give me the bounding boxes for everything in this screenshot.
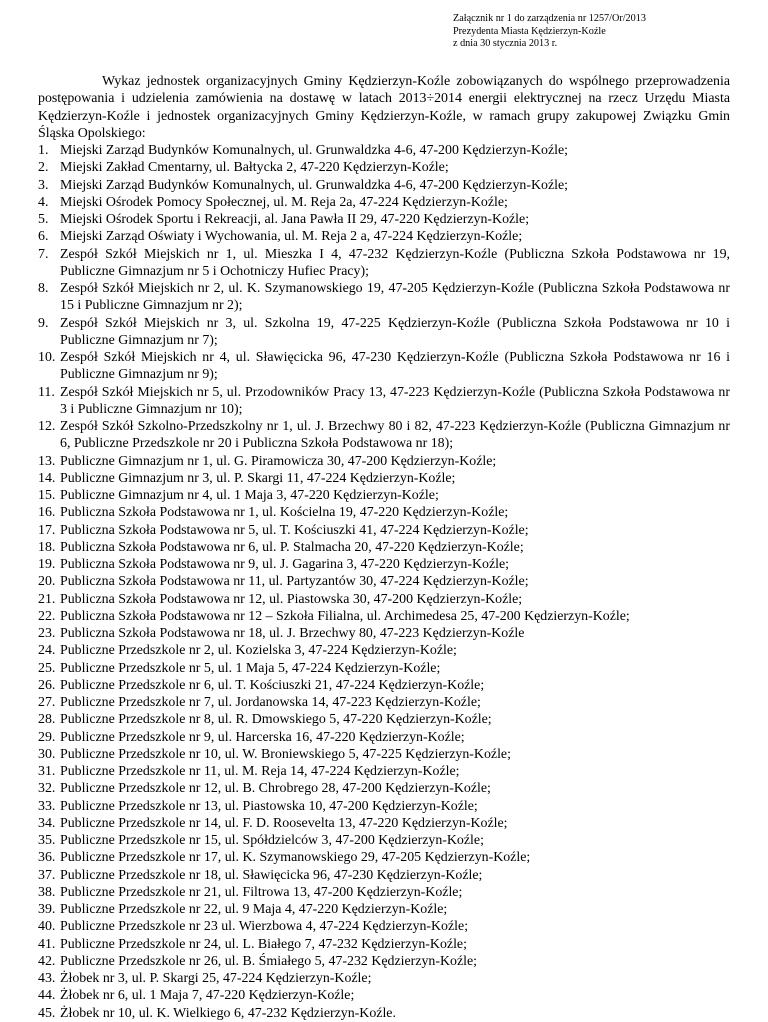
list-item-text: Miejski Zarząd Budynków Komunalnych, ul. Grunwaldzka 4-6, 47-200 Kędzierzyn-Koźle; [60,143,569,158]
list-item-number: 30. [38,746,56,762]
list-item-number: 26. [38,677,56,693]
list-item-number: 17. [38,522,56,538]
list-item-number: 19. [38,557,56,572]
list-item [38,798,730,815]
list-item [38,504,730,521]
list-item-text: Publiczna Szkoła Podstawowa nr 12, ul. Piastowska 30, 47-200 Kędzierzyn-Koźle; [60,591,523,607]
list-item-number: 34. [38,815,56,831]
list-item-number: 14. [38,470,56,486]
list-item-number: 3. [38,177,49,193]
list-item-number: 31. [38,764,56,779]
list-item-text: Publiczne Przedszkole nr 18, ul. Sławięcicka 96, 47-230 Kędzierzyn-Koźle; [60,867,483,883]
list-item-number: 38. [38,884,56,900]
list-item [38,384,730,419]
list-item [38,349,730,384]
list-item [38,849,730,866]
list-item [38,660,730,677]
list-item-text: Zespół Szkół Miejskich nr 3, ul. Szkolna 19, 47-225 Kędzierzyn-Koźle (Publiczna Szkoła Podstawowa nr 10 i Publiczne Gimnazjum nr 7); [60,315,730,348]
list-item-number: 6. [38,229,49,245]
list-item [38,625,730,642]
list-item-number: 18. [38,539,56,555]
list-item-text: Żłobek nr 6, ul. 1 Maja 7, 47-220 Kędzierzyn-Koźle; [60,988,355,1004]
list-item-number: 42. [38,953,56,969]
list-item-text: Publiczne Przedszkole nr 8, ul. R. Dmowskiego 5, 47-220 Kędzierzyn-Koźle; [60,712,492,728]
list-item [38,694,730,711]
list-item [38,763,730,780]
list-item-number: 28. [38,712,56,728]
list-item-text: Publiczna Szkoła Podstawowa nr 18, ul. J. Brzechwy 80, 47-223 Kędzierzyn-Koźle [60,626,525,641]
list-item-text: Publiczna Szkoła Podstawowa nr 9, ul. J. Gagarina 3, 47-220 Kędzierzyn-Koźle; [60,557,510,572]
list-item-text: Zespół Szkół Miejskich nr 5, ul. Przodowników Pracy 13, 47-223 Kędzierzyn-Koźle (Publiczna Szkoła Podstawowa nr 3 i Publiczne Gimnazjum nr 10); [60,384,730,417]
list-item [38,556,730,573]
list-item-number: 29. [38,729,56,745]
list-item-text: Publiczne Przedszkole nr 5, ul. 1 Maja 5, 47-224 Kędzierzyn-Koźle; [60,660,441,676]
list-item-text: Miejski Ośrodek Sportu i Rekreacji, al. Jana Pawła II 29, 47-220 Kędzierzyn-Koźle; [60,212,530,227]
list-item-number: 32. [38,781,56,797]
list-item [38,228,730,245]
list-item [38,246,730,281]
list-item-text: Publiczne Gimnazjum nr 3, ul. P. Skargi 11, 47-224 Kędzierzyn-Koźle; [60,470,456,486]
list-item-number: 2. [38,160,49,176]
list-item [38,901,730,918]
list-item [38,177,730,194]
list-item-number: 44. [38,988,56,1004]
list-item-text: Publiczna Szkoła Podstawowa nr 6, ul. P. Stalmacha 20, 47-220 Kędzierzyn-Koźle; [60,539,524,555]
list-item-number: 39. [38,902,56,917]
list-item [38,867,730,884]
list-item-number: 10. [38,350,56,365]
list-item-text: Publiczne Przedszkole nr 23 ul. Wierzbowa 4, 47-224 Kędzierzyn-Koźle; [60,919,469,935]
list-item-text: Publiczne Przedszkole nr 13, ul. Piastowska 10, 47-200 Kędzierzyn-Koźle; [60,798,478,814]
list-item-text: Publiczna Szkoła Podstawowa nr 12 – Szkoła Filialna, ul. Archimedesa 25, 47-200 Kędzierzyn-Koźle; [60,608,630,624]
list-item [38,142,730,159]
list-item-number: 43. [38,971,56,986]
list-item-text: Publiczne Przedszkole nr 14, ul. F. D. Roosevelta 13, 47-220 Kędzierzyn-Koźle; [60,815,508,831]
list-item [38,591,730,608]
list-item-number: 12. [38,419,56,434]
list-item [38,970,730,987]
list-item-text: Żłobek nr 3, ul. P. Skargi 25, 47-224 Kędzierzyn-Koźle; [60,971,372,986]
list-item-text: Miejski Zarząd Budynków Komunalnych, ul. Grunwaldzka 4-6, 47-200 Kędzierzyn-Koźle; [60,177,569,193]
list-item-text: Publiczne Przedszkole nr 10, ul. W. Broniewskiego 5, 47-225 Kędzierzyn-Koźle; [60,746,511,762]
list-item-text: Publiczne Przedszkole nr 7, ul. Jordanowska 14, 47-223 Kędzierzyn-Koźle; [60,695,481,710]
header-line-issuer: Prezydenta Miasta Kędzierzyn-Koźle [453,25,606,37]
list-item-text: Zespół Szkół Miejskich nr 4, ul. Sławięcicka 96, 47-230 Kędzierzyn-Koźle (Publiczna Szkoła Podstawowa nr 16 i Publiczne Gimnazjum nr 9); [60,350,730,383]
list-item [38,522,730,539]
attachment-header [453,13,646,51]
list-item-text: Publiczne Przedszkole nr 6, ul. T. Kościuszki 21, 47-224 Kędzierzyn-Koźle; [60,677,485,693]
list-item [38,936,730,953]
list-item-number: 8. [38,281,49,296]
list-item-text: Publiczna Szkoła Podstawowa nr 5, ul. T. Kościuszki 41, 47-224 Kędzierzyn-Koźle; [60,522,529,538]
list-item-text: Żłobek nr 10, ul. K. Wielkiego 6, 47-232 Kędzierzyn-Koźle. [60,1005,396,1021]
list-item [38,677,730,694]
list-item-text: Publiczne Przedszkole nr 17, ul. K. Szymanowskiego 29, 47-205 Kędzierzyn-Koźle; [60,850,531,866]
list-item [38,159,730,176]
list-item-number: 23. [38,626,56,641]
list-item-number: 41. [38,936,56,952]
list-item-number: 7. [38,246,49,262]
list-item-text: Miejski Zakład Cmentarny, ul. Bałtycka 2, 47-220 Kędzierzyn-Koźle; [60,160,449,176]
list-item [38,194,730,211]
list-item-number: 40. [38,919,56,935]
list-item [38,573,730,590]
list-item-number: 4. [38,194,49,210]
list-item-number: 45. [38,1005,56,1021]
list-item [38,884,730,901]
header-line-date: z dnia 30 stycznia 2013 r. [453,38,558,49]
list-item [38,987,730,1004]
list-item-number: 36. [38,850,56,866]
intro-paragraph: Wykaz jednostek organizacyjnych Gminy Kędzierzyn-Koźle zobowiązanych do wspólnego przeprowadzenia postępowania i udzielenia zamówienia na dostawę w latach 2013÷2014 energii elektrycznej na rzecz Urzędu Miasta Kędzierzyn-Koźle i jednostek organizacyjnych Gminy Kędzierzyn-Koźle, w ramach grupy zakupowej Związku Gmin Śląska Opolskiego: [38,74,730,141]
list-item-number: 9. [38,315,49,331]
header-line-attachment: Załącznik nr 1 do zarządzenia nr 1257/Or/2013 [453,13,646,24]
list-item-number: 25. [38,660,56,676]
list-item [38,918,730,935]
list-item-number: 20. [38,574,56,590]
list-item-number: 35. [38,833,56,848]
list-item [38,608,730,625]
list-item-number: 16. [38,505,56,521]
list-item-number: 13. [38,453,56,469]
list-item-text: Publiczne Przedszkole nr 24, ul. L. Białego 7, 47-232 Kędzierzyn-Koźle; [60,936,467,952]
list-item [38,539,730,556]
list-item [38,211,730,228]
list-item [38,746,730,763]
list-item [38,453,730,470]
list-item-number: 15. [38,488,56,503]
list-item-text: Publiczna Szkoła Podstawowa nr 11, ul. Partyzantów 30, 47-224 Kędzierzyn-Koźle; [60,574,529,590]
list-item-text: Publiczne Gimnazjum nr 1, ul. G. Piramowicza 30, 47-200 Kędzierzyn-Koźle; [60,453,497,469]
list-item-number: 1. [38,143,49,158]
list-item-text: Publiczne Przedszkole nr 9, ul. Harcerska 16, 47-220 Kędzierzyn-Koźle; [60,729,465,745]
list-item-text: Publiczne Gimnazjum nr 4, ul. 1 Maja 3, 47-220 Kędzierzyn-Koźle; [60,488,439,503]
list-item [38,815,730,832]
list-item-text: Publiczne Przedszkole nr 12, ul. B. Chrobrego 28, 47-200 Kędzierzyn-Koźle; [60,781,491,797]
list-item [38,1005,730,1022]
list-item [38,780,730,797]
list-item-text: Miejski Zarząd Oświaty i Wychowania, ul. M. Reja 2 a, 47-224 Kędzierzyn-Koźle; [60,229,523,245]
list-item [38,953,730,970]
list-item-number: 11. [38,384,55,400]
list-item-text: Zespół Szkół Miejskich nr 1, ul. Mieszka I 4, 47-232 Kędzierzyn-Koźle (Publiczna Szkoła Podstawowa nr 19, Publiczne Gimnazjum nr 5 i Ochotniczy Hufiec Pracy); [60,246,730,279]
list-item-text: Publiczne Przedszkole nr 11, ul. M. Reja 14, 47-224 Kędzierzyn-Koźle; [60,764,460,779]
list-item-text: Zespół Szkół Miejskich nr 2, ul. K. Szymanowskiego 19, 47-205 Kędzierzyn-Koźle (Publiczna Szkoła Podstawowa nr 15 i Publiczne Gimnazjum nr 2); [60,281,730,314]
list-item [38,729,730,746]
list-item [38,470,730,487]
list-item-text: Publiczna Szkoła Podstawowa nr 1, ul. Kościelna 19, 47-220 Kędzierzyn-Koźle; [60,505,509,521]
list-item-text: Publiczne Przedszkole nr 22, ul. 9 Maja 4, 47-220 Kędzierzyn-Koźle; [60,902,448,917]
list-item-number: 37. [38,867,56,883]
list-item-number: 21. [38,591,56,607]
list-item-text: Zespół Szkół Szkolno-Przedszkolny nr 1, ul. J. Brzechwy 80 i 82, 47-223 Kędzierzyn-Koźle (Publiczna Gimnazjum nr 6, Publiczne Przedszkole nr 20 i Publiczna Szkoła Podstawowa nr 18); [60,419,730,452]
list-item [38,280,730,315]
list-item [38,642,730,659]
list-item [38,315,730,350]
list-item-text: Publiczne Przedszkole nr 2, ul. Kozielska 3, 47-224 Kędzierzyn-Koźle; [60,643,457,659]
list-item-number: 22. [38,608,56,624]
list-item-number: 24. [38,643,56,659]
list-item-number: 27. [38,695,56,710]
list-item-text: Publiczne Przedszkole nr 15, ul. Spółdzielców 3, 47-200 Kędzierzyn-Koźle; [60,833,484,848]
list-item-number: 5. [38,212,49,227]
list-item-number: 33. [38,798,56,814]
list-item-text: Miejski Ośrodek Pomocy Społecznej, ul. M. Reja 2a, 47-224 Kędzierzyn-Koźle; [60,194,508,210]
list-item-text: Publiczne Przedszkole nr 26, ul. B. Śmiałego 5, 47-232 Kędzierzyn-Koźle; [60,953,477,969]
document-body [38,73,730,1022]
list-item [38,711,730,728]
units-list [38,142,730,1022]
list-item [38,418,730,453]
list-item [38,487,730,504]
list-item [38,832,730,849]
list-item-text: Publiczne Przedszkole nr 21, ul. Filtrowa 13, 47-200 Kędzierzyn-Koźle; [60,884,463,900]
